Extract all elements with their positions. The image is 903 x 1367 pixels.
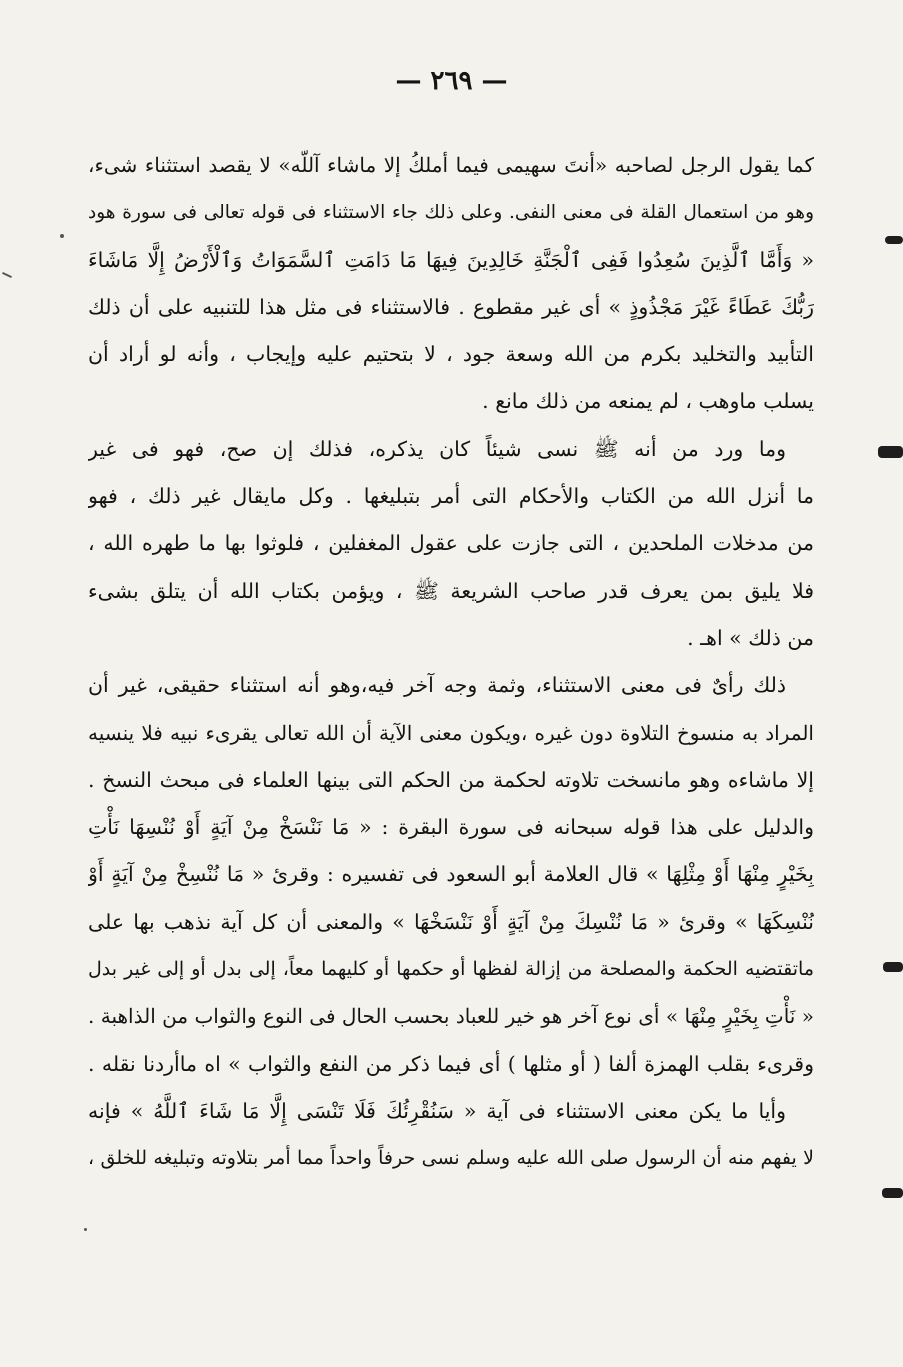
scan-mark: [2, 272, 12, 278]
text-line: كما يقول الرجل لصاحبه «أنتَ سهيمى فيما أملكُ إلا ماشاء آللّه» لا يقصد استثناء شىء،: [88, 153, 814, 177]
text-line: بِخَيْرٍ مِنْهَا أَوْ مِثْلِهَا » قال العلامة أبو السعود فى تفسيره : وقرئ « مَا نُنْسِخْ مِنْ آيَةٍ أَوْ: [88, 862, 814, 887]
scan-mark: [882, 1188, 903, 1198]
scan-mark: [84, 1228, 87, 1231]
text-line: وما ورد من أنه ﷺ نسى شيئاً كان يذكره، فذلك إن صح، فهو فى غير: [88, 436, 786, 461]
text-line: لا يفهم منه أن الرسول صلى الله عليه وسلم نسى حرفاً واحداً مما أمر بتلاوته وتبليغه للخلق ،: [88, 1147, 814, 1170]
text-line: التأبيد والتخليد بكرم من الله وسعة جود ، لا بتحتيم عليه وإيجاب ، وأنه لو أراد أن: [88, 342, 814, 367]
page-number: — ٢٦٩ —: [395, 66, 508, 96]
text-line: إلا ماشاءه وهو مانسخت تلاوته لحكمة من الحكم التى بينها العلماء فى مبحث النسخ .: [88, 767, 814, 792]
scan-mark: [60, 234, 64, 238]
scan-mark: [878, 446, 903, 458]
text-line: ماتقتضيه الحكمة والمصلحة من إزالة لفظها أو حكمها أو كليهما معاً، إلى بدل أو إلى غير بدل: [88, 958, 814, 981]
text-line: وقرىء بقلب الهمزة ألفا ( أو مثلها ) أى فيما ذكر من النفع والثواب » اه ماأردنا نقله .: [88, 1051, 814, 1076]
text-line: رَبُّكَ عَطَاءً غَيْرَ مَجْذُوذٍ » أى غير مقطوع . فالاستثناء فى مثل هذا للتنبيه على أن ذلك: [88, 294, 814, 319]
text-line: « وَأَمَّا ٱلَّذِينَ سُعِدُوا فَفِى ٱلْجَنَّةِ خَالِدِينَ فِيهَا مَا دَامَتِ ٱلسَّمَوَاتُ وَٱلْأَرْضُ إِلَّا مَاشَاءَ: [88, 247, 814, 272]
text-line: ما أنزل الله من الكتاب والأحكام التى أمر بتبليغها . وكل مايقال غير ذلك ، فهو: [88, 484, 814, 509]
text-line: يسلب ماوهب ، لم يمنعه من ذلك مانع .: [482, 389, 814, 414]
text-line: من مدخلات الملحدين ، التى جازت على عقول المغفلين ، فلوثوا بها ما طهره الله ،: [88, 531, 814, 556]
text-line: من ذلك » اهـ .: [687, 625, 814, 650]
text-line: « نَأْتِ بِخَيْرٍ مِنْهَا » أى نوع آخر هو خير للعباد بحسب الحال فى النوع والثواب من الذاهبة .: [88, 1004, 814, 1029]
text-line: ذلك رأىٌ فى معنى الاستثناء، وثمة وجه آخر فيه،وهو أنه استثناء حقيقى، غير أن: [88, 673, 786, 698]
text-line: والدليل على هذا قوله سبحانه فى سورة البقرة : « مَا نَنْسَخْ مِنْ آيَةٍ أَوْ نُنْسِهَا نَأْتِ: [88, 815, 814, 840]
text-line: المراد به منسوخ التلاوة دون غيره ،ويكون معنى الآية أن الله تعالى يقرىء نبيه فلا ينسيه: [88, 720, 814, 745]
text-line: نُنْسِكَهَا » وقرئ « مَا نُنْسِكَ مِنْ آيَةٍ أَوْ نَنْسَخْهَا » والمعنى أن كل آية نذهب بها على: [88, 909, 814, 934]
scan-mark: [883, 962, 903, 972]
text-line: فلا يليق بمن يعرف قدر صاحب الشريعة ﷺ ، ويؤمن بكتاب الله أن يتلق بشىء: [88, 578, 814, 603]
text-line: وأيا ما يكن معنى الاستثناء فى آية « سَنُقْرِئُكَ فَلَا تَنْسَى إِلَّا مَا شَاءَ ٱللَّهُ » فإنه: [88, 1098, 786, 1123]
text-line: وهو من استعمال القلة فى معنى النفى. وعلى ذلك جاء الاستثناء فى قوله تعالى فى سورة هود: [88, 202, 814, 224]
scan-mark: [885, 236, 903, 244]
body-text: [88, 142, 814, 1183]
